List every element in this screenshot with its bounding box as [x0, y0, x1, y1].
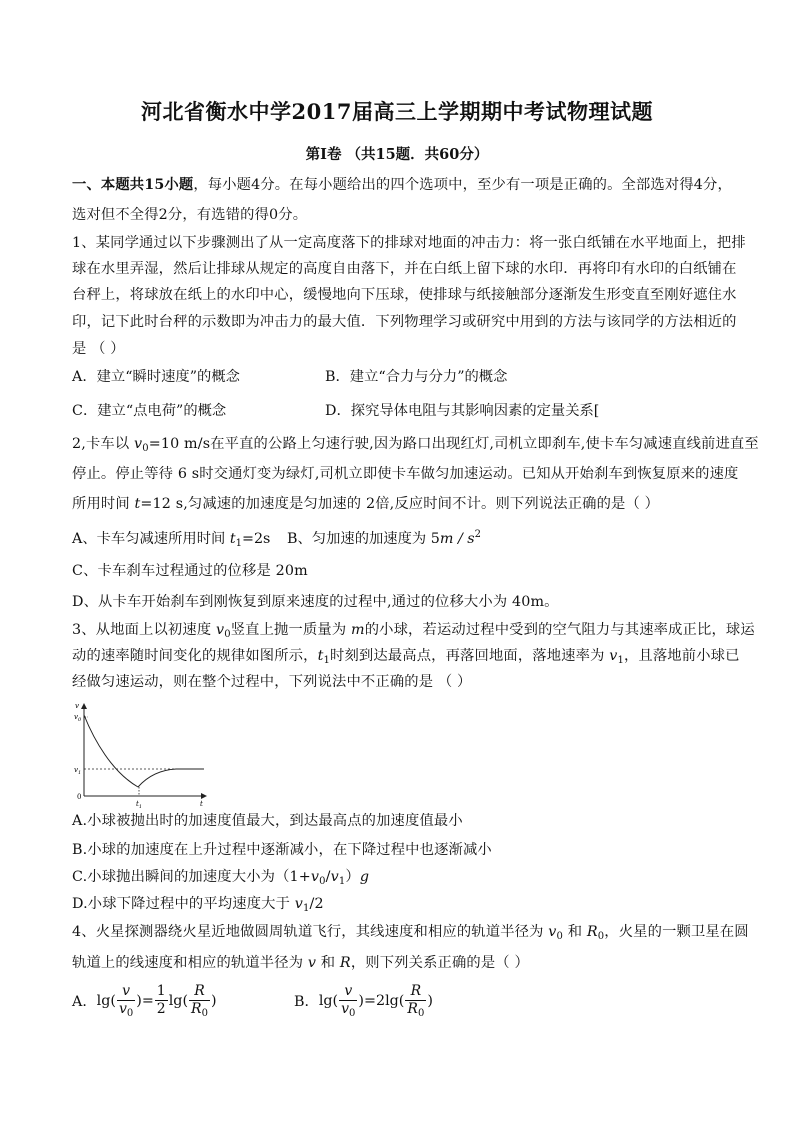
rising-curve [84, 715, 138, 787]
q2-option-a: A、卡车匀减速所用时间 $t_1=2s$ [72, 531, 271, 549]
section-head-bold: 一、本题共15小题 [72, 177, 194, 193]
q2-line1: 2,卡车以 $v_0=10$ m/s在平直的公路上匀速行驶,因为路口出现红灯,司机立即刹车,使卡车匀减速直线前进直至 [72, 436, 759, 454]
q2-line2: 停止。停止等待 6 s时交通灯变为绿灯,司机立即使卡车做匀加速运动。已知从开始刹车到恢复原来的速度 [72, 466, 739, 482]
q1-line3: 台秤上，将球放在纸上的水印中心，缓慢地向下压球，使排球与纸接触部分逐渐发生形变直至刚好遮住水 [72, 287, 737, 303]
q3-line1: 3、从地面上以初速度 $v_0$竖直上抛一质量为 m的小球，若运动过程中受到的空气阻力与其速率成正比，球运 [72, 622, 755, 640]
q1-line4: 印，记下此时台秤的示数即为冲击力的最大值．下列物理学习或研究中用到的方法与该同学的方法相近的 [72, 314, 737, 330]
q1-option-c: C．建立“点电荷”的概念 [72, 403, 227, 419]
section-instructions-line2: 选对但不全得2分，有选错的得0分。 [72, 207, 308, 223]
q3-option-a: A.小球被抛出时的加速度值最大，到达最高点的加速度值最小 [72, 813, 463, 829]
q4-option-b: B． lg( $\frac{v}{v_0}$ ) = 2lg( $\frac{R}{R_0}$ ) [294, 983, 433, 1019]
falling-curve [138, 769, 204, 787]
section-head-rest: ，每小题4分。在每小题给出的四个选项中，至少有一项是正确的。全部选对得4分， [193, 177, 732, 193]
q1-line1: 1、某同学通过以下步骤测出了从一定高度落下的排球对地面的冲击力：将一张白纸铺在水平地面上，把排 [72, 235, 746, 251]
section-instructions [72, 175, 732, 195]
q2-option-d: D、从卡车开始刹车到刚恢复到原来速度的过程中,通过的位移大小为 40m。 [72, 594, 559, 610]
q3-line2: 动的速率随时间变化的规律如图所示，$t_1$时刻到达最高点，再落回地面，落地速率为 $v_1$，且落地前小球已 [72, 648, 740, 666]
q2-line3: 所用时间 t=12 s,匀减速的加速度是匀加速的 2倍,反应时间不计。则下列说法正确的是（ ） [72, 496, 660, 512]
origin-label: 0 [77, 793, 82, 801]
q1-line2: 球在水里弄湿，然后让排球从规定的高度自由落下，并在白纸上留下球的水印．再将印有水印的白纸铺在 [72, 261, 737, 277]
part-subtitle: 第I卷 （共15题．共60分） [305, 146, 489, 163]
q4-option-a: A． lg( $\frac{v}{v_0}$ ) = $\frac{1}{2}$ lg( $\frac{R}{R_0}$ ) [72, 983, 217, 1019]
q3-option-c: C.小球抛出瞬间的加速度大小为$(1+v_0/v_1)g$ [72, 869, 370, 887]
q2-option-c: C、卡车刹车过程通过的位移是 20m [72, 563, 308, 579]
q4-line1: 4、火星探测器绕火星近地做圆周轨道飞行，其线速度和相应的轨道半径为 $v_0$ 和 $R_0$，火星的一颗卫星在圆 [72, 924, 749, 942]
q1-option-b: B．建立“合力与分力”的概念 [325, 369, 508, 385]
q3-option-d: D.小球下降过程中的平均速度大于 $v_1/2$ [72, 896, 324, 914]
t1-label: $t_1$ [136, 800, 143, 810]
q4-line2: 轨道上的线速度和相应的轨道半径为 v 和 R，则下列关系正确的是（ ） [72, 955, 529, 971]
q1-line5: 是 （ ） [72, 341, 125, 357]
x-axis-label: t [200, 800, 203, 808]
v0-label: $v_0$ [74, 713, 82, 723]
q3-option-b: B.小球的加速度在上升过程中逐渐减小，在下降过程中也逐渐减小 [72, 842, 492, 858]
page-title: 河北省衡水中学2017届高三上学期期中考试物理试题 [141, 99, 653, 124]
y-axis-label: v [75, 702, 79, 710]
velocity-time-graph [72, 700, 212, 810]
q2-option-b: B、匀加速的加速度为 $5m / s^2$ [287, 529, 482, 547]
q1-option-d: D．探究导体电阻与其影响因素的定量关系[ [325, 403, 600, 419]
v1-label: $v_1$ [74, 766, 82, 776]
q1-option-a: A．建立“瞬时速度”的概念 [72, 369, 240, 385]
q3-line3: 经做匀速运动，则在整个过程中，下列说法中不正确的是 （ ） [72, 674, 472, 690]
